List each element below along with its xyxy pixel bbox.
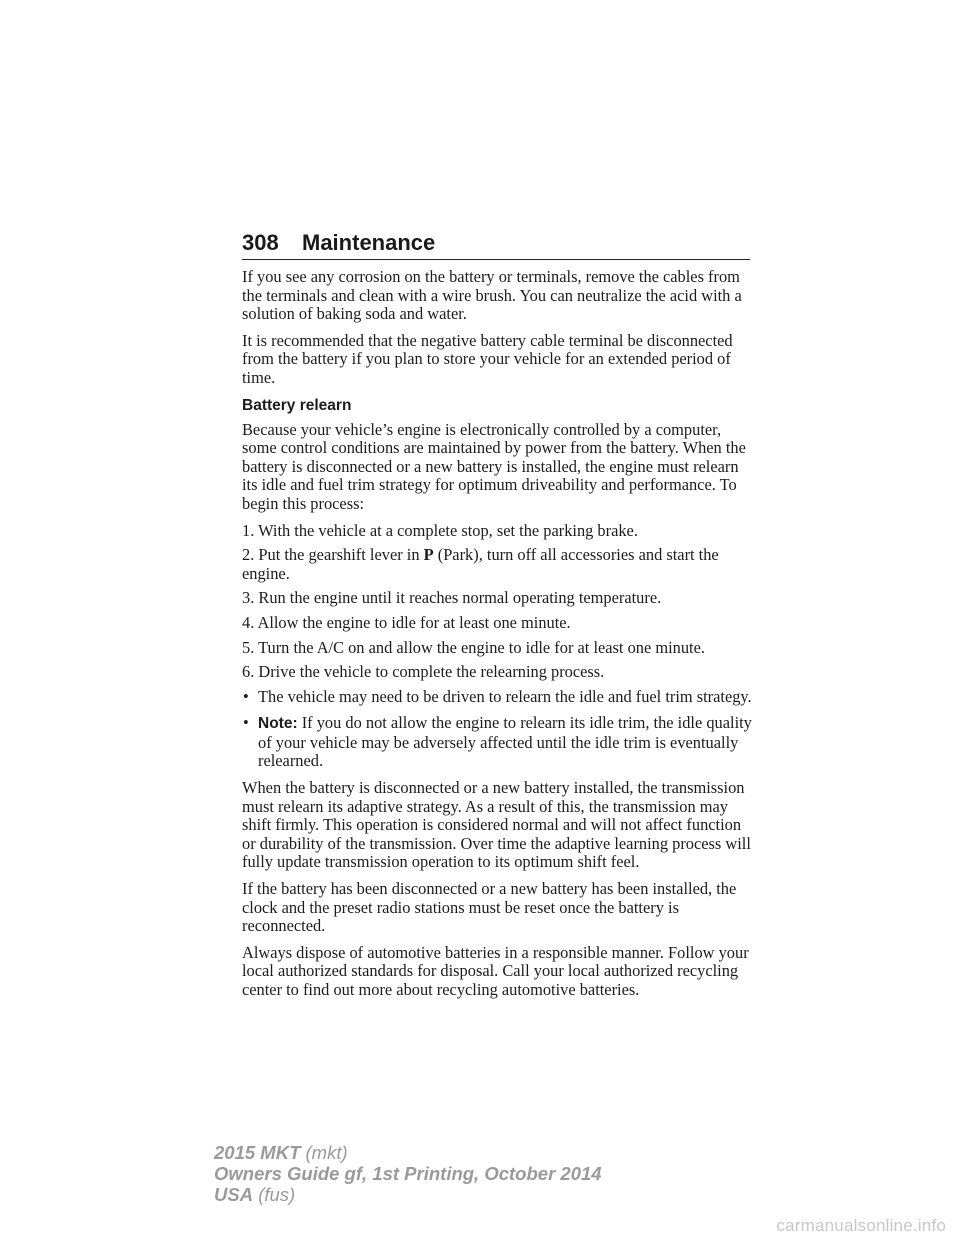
step-4: 4. Allow the engine to idle for at least one minute. (242, 612, 571, 632)
storage-paragraph: It is recommended that the negative battery cable terminal be disconnected from the battery if you plan to store your vehicle for an extended period of time. (242, 330, 733, 387)
section-title: Maintenance (302, 230, 436, 255)
relearn-intro-paragraph: Because your vehicle’s engine is electronically controlled by a computer, some control conditions are maintained by power from the battery. When the battery is disconnected or a new battery is installed, the engine must relearn its idle and fuel trim strategy for optimum driveability and performance. To begin this process: (242, 419, 746, 513)
corrosion-paragraph: If you see any corrosion on the battery or terminals, remove the cables from the terminals and clean with a wire brush. You can neutralize the acid with a solution of baking soda and water. (242, 267, 742, 324)
step-2-text-after: (Park), turn off all accessories and start the engine. (242, 545, 719, 583)
step-3: 3. Run the engine until it reaches normal operating temperature. (242, 588, 662, 608)
bullet-item-note (242, 714, 752, 771)
step-2 (242, 546, 752, 583)
footer-model: 2015 MKT (214, 1142, 301, 1163)
watermark: carmanualsonline.info (776, 1216, 946, 1235)
clock-radio-paragraph: If the battery has been disconnected or a new battery has been installed, the clock and the preset radio stations must be reset once the battery is reconnected. (242, 879, 737, 936)
page-content (242, 268, 752, 1008)
page-header (242, 229, 750, 260)
footer-market-line (214, 1184, 602, 1205)
step-1: 1. With the vehicle at a complete stop, set the parking brake. (242, 520, 638, 540)
step-2-text-before: 2. Put the gearshift lever in (242, 545, 424, 565)
disposal-paragraph: Always dispose of automotive batteries in a responsible manner. Follow your local authorized standards for disposal. Call your local authorized recycling center to find out more about recycling automotive batteries. (242, 942, 749, 999)
step-5: 5. Turn the A/C on and allow the engine to idle for at least one minute. (242, 637, 705, 657)
page-number: 308 (242, 230, 279, 255)
footer-model-line (214, 1142, 602, 1163)
footer-model-code: (mkt) (305, 1142, 348, 1163)
footer-market-code: (fus) (258, 1184, 296, 1205)
bullet-text: The vehicle may need to be driven to relearn the idle and fuel trim strategy. (258, 686, 752, 706)
bullet-icon: • (243, 686, 249, 706)
footer-printing-line: Owners Guide gf, 1st Printing, October 2014 (214, 1163, 602, 1184)
battery-relearn-heading: Battery relearn (242, 396, 352, 414)
note-label: Note: (258, 715, 298, 733)
note-text: If you do not allow the engine to relearn its idle trim, the idle quality of your vehicle may be adversely affected until the idle trim is eventually relearned. (258, 713, 752, 771)
step-6: 6. Drive the vehicle to complete the relearning process. (242, 662, 605, 682)
park-gear-label: P (423, 545, 434, 565)
bullet-icon: • (243, 713, 249, 733)
bullet-item (242, 688, 752, 707)
print-footer (214, 1142, 602, 1205)
transmission-paragraph: When the battery is disconnected or a new battery installed, the transmission must relearn its adaptive strategy. As a result of this, the transmission may shift firmly. This operation is considered normal and will not affect function or durability of the transmission. Over time the adaptive learning process will fully update transmission operation to its optimum shift feel. (242, 778, 751, 872)
footer-market: USA (214, 1184, 254, 1205)
